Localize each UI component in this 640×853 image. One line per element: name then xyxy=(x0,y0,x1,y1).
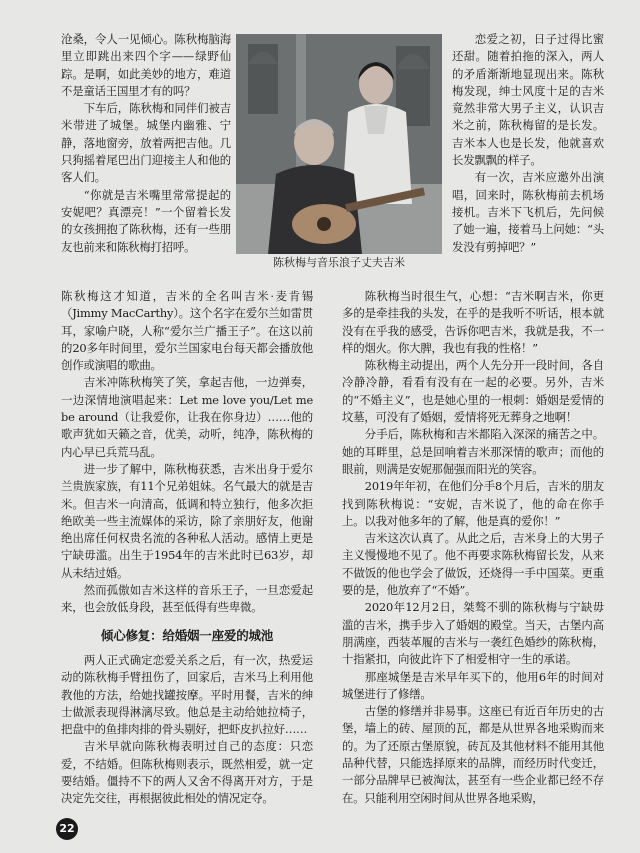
right-main-column xyxy=(342,288,604,807)
paragraph: 古堡的修缮并非易事。这座已有近百年历史的古堡，墙上的砖、屋顶的瓦，都是从世界各地采购而来的。为了还原古堡原貌，砖瓦及其他材料不能用其他品种代替，只能选择原来的品牌，而经历时代变迁，一部分品牌早已被淘汰，甚至有一些企业都已经不存在。只能利用空闲时间从世界各地采购， xyxy=(342,704,604,805)
couple-photo xyxy=(236,34,442,254)
paragraph: “你就是吉米嘴里常常提起的安妮吧？真漂亮！”一个留着长发的女孩拥抱了陈秋梅，还有一些朋友也前来和陈秋梅打招呼。 xyxy=(61,187,231,254)
paragraph: 吉米这次认真了。从此之后，吉米身上的大男子主义慢慢地不见了。他不再要求陈秋梅留长发，从来不做饭的他也学会了做饭，还烧得一手中国菜。更重要的是，他放弃了“不婚”。 xyxy=(342,531,604,598)
paragraph: 陈秋梅当时很生气，心想：“吉米啊吉米，你更多的是牵挂我的头发，在乎的是我听不听话，根本就没有在乎我的感受，告诉你吧吉米，我就是我，不一样的烟火。你大脾，我也有我的性格！” xyxy=(342,289,604,355)
paragraph: 下车后，陈秋梅和同伴们被吉米带进了城堡。城堡内幽雅、宁静，落地窗旁，放着两把吉他。几只狗摇着尾巴出门迎接主人和他的客人们。 xyxy=(61,101,231,185)
left-top-column xyxy=(61,31,231,256)
paragraph: 陈秋梅主动提出，两个人先分开一段时间，各自冷静冷静，看看有没有在一起的必要。另外，吉米的“不婚主义”，也是她心里的一根刺：婚姻是爱情的坟墓，可没有了婚姻，爱情将死无葬身之地啊！ xyxy=(342,358,604,425)
right-top-column xyxy=(452,31,604,256)
couple-illustration xyxy=(236,34,442,254)
paragraph: 有一次，吉米应邀外出演唱，回来时，陈秋梅前去机场接机。吉米下飞机后，先问候了她一遍，接着马上问她：“头发没有剪掉吧？” xyxy=(452,170,604,254)
paragraph: 分手后，陈秋梅和吉米都陷入深深的痛苦之中。她的耳畔里，总是回响着吉米那深情的歌声；而他的眼前，则满是安妮那倔强而阳光的笑容。 xyxy=(342,427,604,476)
paragraph: 吉米早就向陈秋梅表明过自己的态度：只恋爱，不结婚。但陈秋梅则表示，既然相爱，就一定要结婚。僵持不下的两人又舍不得离开对方，于是决定先交往，再根据彼此相处的情况定夺。 xyxy=(61,739,313,806)
paragraph: 吉米冲陈秋梅笑了笑，拿起吉他，一边弹奏，一边深情地演唱起来：Let me love you/Let me be around（让我爱你，让我在你身边）……他的歌声犹如天籁之音，优美，动听，纯净，陈秋梅的内心早已兵荒马乱。 xyxy=(61,375,313,459)
page-number: 22 xyxy=(56,818,78,840)
paragraph: 两人正式确定恋爱关系之后，有一次，热爱运动的陈秋梅手臂扭伤了，回家后，吉米马上利用他教他的方法，给她找罐按摩。平时用餐，吉米的绅士做派表现得淋漓尽致。他总是主动给她拉椅子，把盘中的鱼排肉排的骨头剔好，把虾皮扒拉好…… xyxy=(61,652,313,737)
paragraph: 那座城堡是吉米早年买下的，他用6年的时间对城堡进行了修缮。 xyxy=(342,669,604,701)
photo-caption: 陈秋梅与音乐浪子丈夫吉米 xyxy=(273,256,405,269)
paragraph: 然而孤傲如吉米这样的音乐王子，一旦恋爱起来，也会放低身段，甚至低得有些卑微。 xyxy=(61,583,313,615)
paragraph: 2020年12月2日，桀骜不驯的陈秋梅与宁缺毋滥的吉米，携手步入了婚姻的殿堂。当天，古堡内高朋满座，西装革履的吉米与一袭红色婚纱的陈秋梅，十指紧扣，向彼此许下了相爱相守一生的承诺。 xyxy=(342,600,604,667)
paragraph: 恋爱之初，日子过得比蜜还甜。随着拍拖的深入，两人的矛盾渐渐地显现出来。陈秋梅发现，绅士风度十足的吉米竟然非常大男子主义，认识吉米之前，陈秋梅留的是长发。吉米本人也是长发，他就喜欢长发飘飘的样子。 xyxy=(452,32,604,168)
paragraph: 陈秋梅这才知道，吉米的全名叫吉米·麦肯锡（Jimmy MacCarthy）。这个名字在爱尔兰如雷贯耳，家喻户晓，人称“爱尔兰广播王子”。在这以前的20多年时间里，爱尔兰国家电台每天都会播放他创作或演唱的歌曲。 xyxy=(61,289,313,373)
paragraph: 沧桑，令人一见倾心。陈秋梅脑海里立即跳出来四个字——绿野仙踪。是啊，如此美妙的地方，难道不是童话王国里才有的吗？ xyxy=(61,32,231,98)
paragraph: 进一步了解中，陈秋梅获悉，吉米出身于爱尔兰贵族家族，有11个兄弟姐妹。名气最大的就是吉米。但吉米一向清高，低调和特立独行，他多次拒绝欧美一些主流媒体的采访，除了亲朋好友，他谢绝出席任何权贵名流的各种私人活动。感情上更是宁缺毋滥。出生于1954年的吉米此时已63岁，却从未结过婚。 xyxy=(61,461,313,580)
left-main-column xyxy=(61,288,313,808)
section-heading: 倾心修复：给婚姻一座爱的城池 xyxy=(100,627,274,643)
paragraph: 2019年年初，在他们分手8个月后，吉米的朋友找到陈秋梅说：“安妮，吉米说了，他的命在你手上。以我对他多年的了解，他是真的爱你！” xyxy=(342,479,604,528)
